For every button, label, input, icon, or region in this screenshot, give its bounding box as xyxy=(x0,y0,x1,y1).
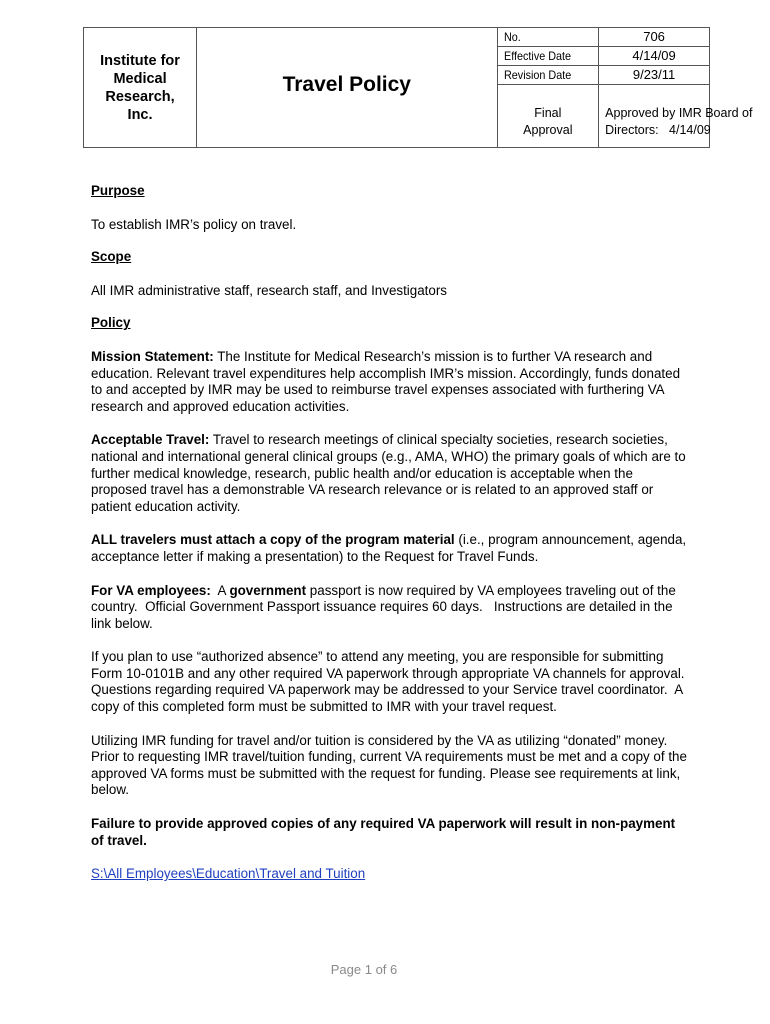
institute-line: Institute for xyxy=(100,52,180,69)
final-approval-line: Final xyxy=(534,106,562,120)
mission-statement-text: The Institute for Medical Research’s mission is to further VA research and education. Relevant travel expenditures help accomplish IMR’s mission. Accordingly, funds donated to and accepted by IMR may be used to reimburse travel expenses associated with furthering VA research and approved education activities. xyxy=(91,348,681,414)
final-approval-label xyxy=(497,85,599,148)
approved-by-line: Approved by IMR Board of xyxy=(605,106,753,120)
purpose-text: To establish IMR’s policy on travel. xyxy=(91,216,297,232)
institute-line: Research, xyxy=(105,88,175,105)
approved-by-line: Directors: 4/14/09 xyxy=(605,123,711,137)
mission-statement-paragraph xyxy=(91,349,691,415)
scope-heading: Scope xyxy=(91,249,132,265)
final-approval-line: Approval xyxy=(523,123,573,137)
acceptable-travel-label: Acceptable Travel: xyxy=(91,432,210,448)
program-material-text: (i.e., program announcement, agenda, acceptance letter if making a presentation) to the Request for Travel Funds. xyxy=(91,532,687,564)
scope-text: All IMR administrative staff, research staff, and Investigators xyxy=(91,282,447,298)
program-material-paragraph xyxy=(91,532,691,565)
policy-number-value: 706 xyxy=(599,28,710,47)
page-number: Page 1 of 6 xyxy=(330,962,398,977)
va-employees-label: For VA employees: xyxy=(91,582,211,598)
revision-date-value: 9/23/11 xyxy=(599,66,710,85)
government-emphasis: government xyxy=(229,582,307,598)
acceptable-travel-text: Travel to research meetings of clinical specialty societies, research societies, national and international general clinical groups (e.g., AMA, WHO) the primary goals of which are to further medical knowledge, research, public health and/or education is acceptable when the proposed travel has a demonstrable VA research relevance or is related to an approved staff or patient education activity. xyxy=(91,432,686,514)
institute-line: Inc. xyxy=(127,106,153,123)
travel-tuition-link[interactable]: S:\All Employees\Education\Travel and Tuition xyxy=(91,866,366,882)
policy-header-table xyxy=(83,27,753,148)
va-employees-paragraph xyxy=(91,583,691,633)
effective-date-value: 4/14/09 xyxy=(599,47,710,66)
document-title: Travel Policy xyxy=(197,28,497,148)
program-material-label: ALL travelers must attach a copy of the program material xyxy=(91,532,455,548)
revision-date-label: Revision Date xyxy=(497,66,599,85)
policy-body xyxy=(91,183,691,883)
link-paragraph xyxy=(91,866,691,883)
va-employees-text-start: A xyxy=(210,582,230,598)
authorized-absence-paragraph: If you plan to use “authorized absence” to attend any meeting, you are responsible for submitting Form 10-0101B and any other required VA paperwork through appropriate VA channels for approval. Questions regarding required VA paperwork may be addressed to your Service travel coordinator. A copy of this completed form must be submitted to IMR with your travel request. xyxy=(91,649,692,715)
purpose-heading: Purpose xyxy=(91,183,145,198)
effective-date-label: Effective Date xyxy=(497,47,599,66)
acceptable-travel-paragraph xyxy=(91,432,691,515)
policy-number-label: No. xyxy=(497,28,599,47)
donated-funding-paragraph: Utilizing IMR funding for travel and/or tuition is considered by the VA as utilizing “donated” money. Prior to requesting IMR travel/tuition funding, current VA requirements must be met and a copy of the approved VA forms must be submitted with the request for funding. Please see requirements at link, below. xyxy=(91,732,691,798)
institute-line: Medical xyxy=(113,70,167,87)
policy-heading: Policy xyxy=(91,315,131,331)
mission-statement-label: Mission Statement: xyxy=(91,348,214,364)
approved-by-text xyxy=(599,85,753,148)
va-employees-text-end: passport is now required by VA employees traveling out of the country. Official Government Passport issuance requires 60 days. Instructions are detailed in the link below. xyxy=(91,582,680,631)
institute-name-cell xyxy=(84,28,197,148)
failure-warning: Failure to provide approved copies of any required VA paperwork will result in non-payment of travel. xyxy=(91,816,676,848)
